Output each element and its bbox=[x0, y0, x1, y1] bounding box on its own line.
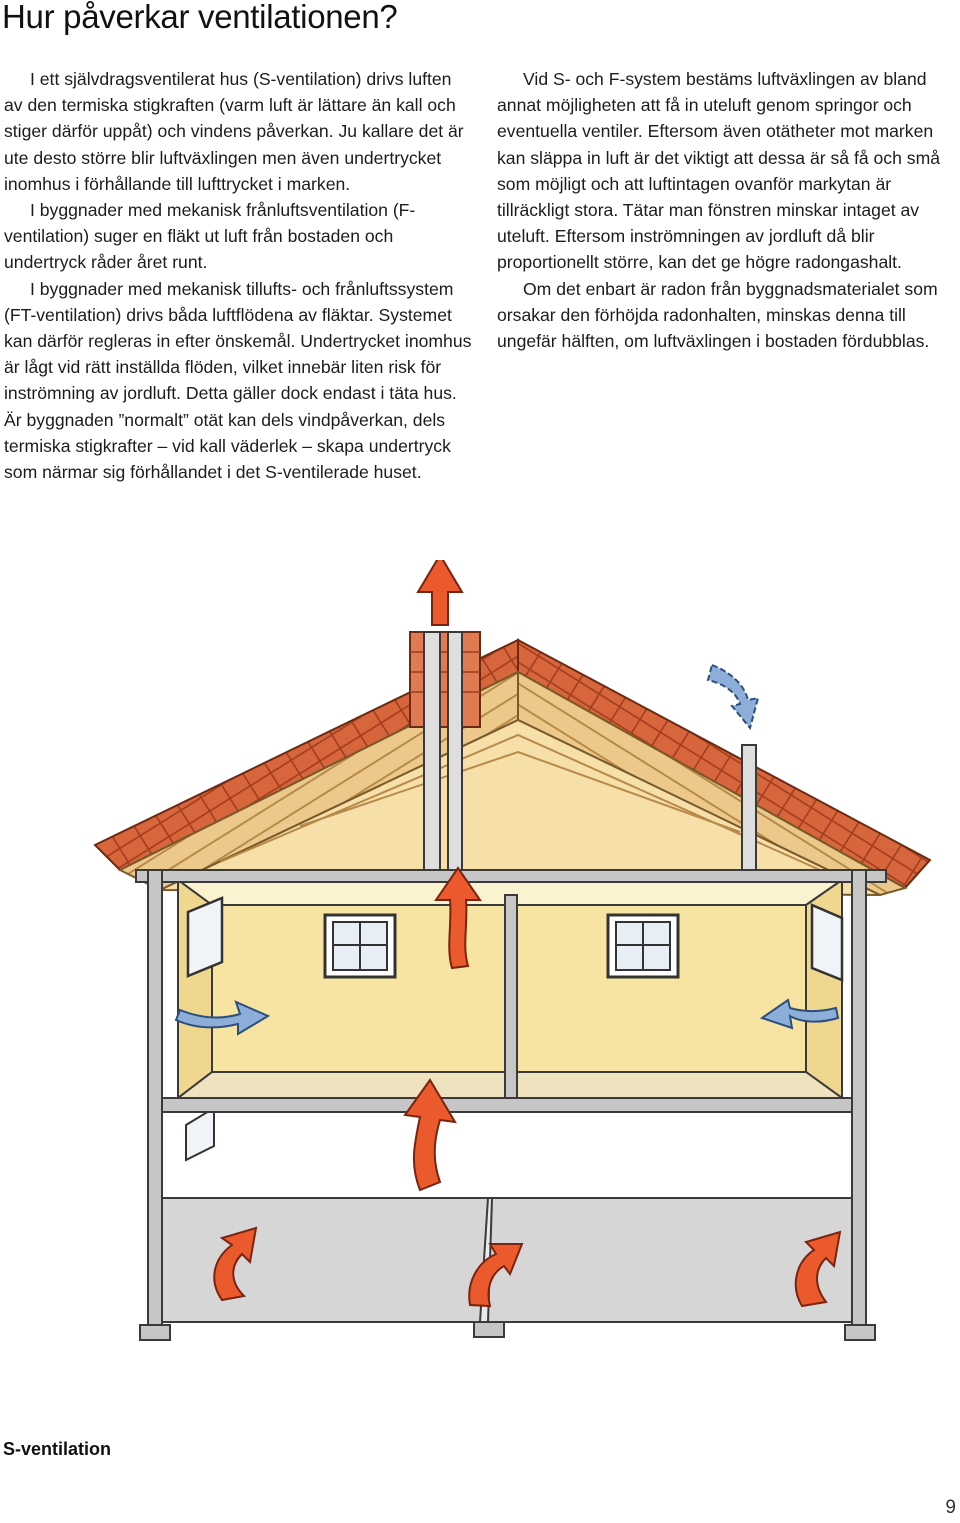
page-title: Hur påverkar ventilationen? bbox=[2, 0, 398, 35]
figure-caption: S-ventilation bbox=[3, 1439, 112, 1459]
page-number: 9 bbox=[945, 1497, 956, 1518]
exhaust-arrow-top bbox=[418, 560, 462, 625]
lower-storey bbox=[150, 1100, 862, 1322]
window-upper-left bbox=[325, 915, 395, 977]
window-upper-right bbox=[608, 915, 678, 977]
paragraph: Vid S- och F-system bestäms luftväxlingen av bland annat möjligheten att få in uteluft genom springor och eventuella ventiler. Eftersom även otätheter mot marken kan släppa in luft är det viktigt att dessa är så få och små som möjligt och att luftintagen ovanför markytan är tillräckligt stora. Tätar man fönstren minskar intaget av uteluft. Eftersom inströmningen av jordluft då blir proportionellt större, kan det ge högre radongashalt. bbox=[497, 69, 941, 273]
window-side-right bbox=[812, 905, 842, 980]
room-divider-post bbox=[505, 895, 517, 1103]
paragraph: I byggnader med mekanisk frånluftsventilation (F-ventilation) suger en fläkt ut luft från bostaden och undertryck råder året runt. bbox=[4, 200, 416, 273]
roof-vent-duct bbox=[742, 745, 756, 875]
roof-inflow-arrow bbox=[708, 665, 758, 728]
paragraph: Om det enbart är radon från byggnadsmaterialet som orsakar den förhöjda radonhalten, minskas denna till ungefär hälften, om luftväxlingen i bostaden fördubblas. bbox=[497, 278, 938, 352]
window-side-left bbox=[188, 898, 222, 976]
paragraph: I byggnader med mekanisk tillufts- och frånluftssystem (FT-ventilation) drivs båda luftflödena av fläktar. Systemet kan därför regleras in efter önskemål. Undertrycket inomhus är lågt vid rätt inställda flöden, vilket innebär liten risk för inströmning av jordluft. Detta gäller dock endast i täta hus. Är byggnaden ”normalt” otät kan dels vindpåverkan, dels termiska stigkrafter – vid kall väderlek – skapa undertryck som närmar sig förhållandet i det S-ventilerade huset. bbox=[4, 278, 472, 483]
left-text-column bbox=[4, 66, 474, 485]
house-ventilation-illustration bbox=[0, 560, 960, 1440]
lower-floor-left bbox=[150, 1198, 488, 1322]
right-text-column bbox=[497, 66, 949, 354]
exhaust-duct-short bbox=[448, 632, 462, 872]
paragraph: I ett självdragsventilerat hus (S-ventilation) drivs luften av den termiska stigkraften (varm luft är lättare än kall och stiger därför uppåt) och vindens påverkan. Ju kallare det är ute desto större blir luftväxlingen men även undertrycket inomhus i förhållande till lufttrycket i marken. bbox=[4, 69, 464, 194]
chimney bbox=[410, 632, 480, 727]
roof bbox=[95, 640, 930, 895]
upper-storey bbox=[178, 880, 842, 1103]
